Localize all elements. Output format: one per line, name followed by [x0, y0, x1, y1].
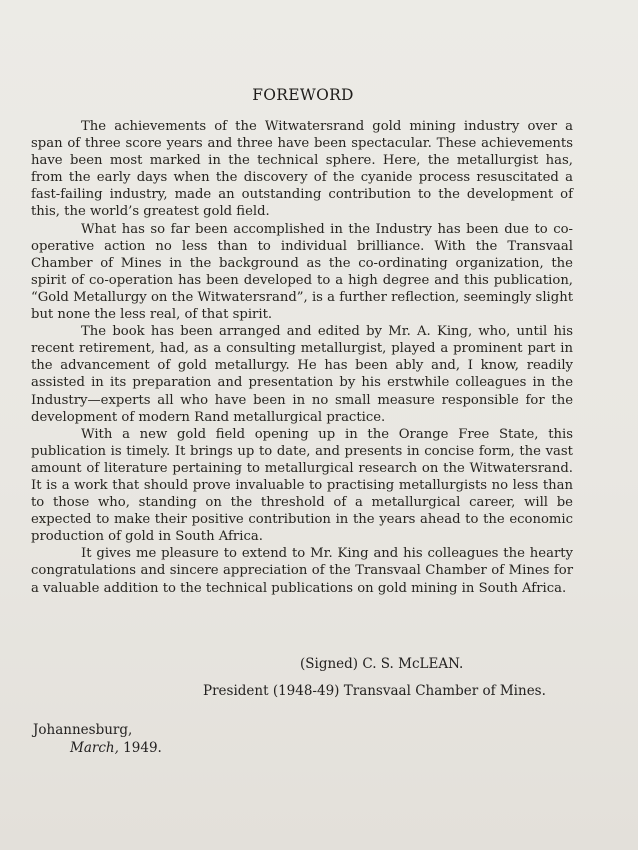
paragraph-achievements: The achievements of the Witwatersrand gold mining industry over a span of three score years and three have been spectacular. These achievements have been most marked in the technical sphere. Here, the metallurgist has, from the early days when the discovery of the cyanide process resuscitated a fast-failing industry, made an outstanding contribution to the development of this, the world’s greatest gold field. — [31, 119, 573, 220]
date-year: 1949. — [123, 740, 162, 756]
foreword-body — [31, 118, 573, 597]
page-title: FOREWORD — [252, 86, 354, 104]
date-line — [70, 740, 162, 756]
date-month: March, — [70, 740, 119, 756]
place-line: Johannesburg, — [33, 722, 133, 738]
paragraph-congratulations: It gives me pleasure to extend to Mr. King and his colleagues the hearty congratulations and sincere appreciation of the Transvaal Chamber of Mines for a valuable addition to the technical publications on gold mining in South Africa. — [31, 546, 573, 596]
signatory-title: President (1948-49) Transvaal Chamber of Mines. — [203, 683, 546, 699]
paragraph-co-operation: What has so far been accomplished in the Industry has been due to co-operative action no less than to individual brilliance. With the Transvaal Chamber of Mines in the background as the co-ordinating organization, the spirit of co-operation has been developed to a high degree and this publication, “Gold Metallurgy on the Witwatersrand”, is a further reflection, seemingly slight but none the less real, of that spirit. — [31, 221, 573, 323]
signature-line: (Signed) C. S. McLEAN. — [300, 656, 464, 672]
paragraph-orange-free-state: With a new gold field opening up in the Orange Free State, this publication is timely. It brings up to date, and presents in concise form, the vast amount of literature pertaining to metallurgical research on the Witwatersrand. It is a work that should prove invaluable to practising metallurgists no less than to those who, standing on the threshold of a metallurgical career, will be expected to make their positive contribution in the years ahead to the economic production of gold in South Africa. — [31, 426, 573, 545]
paragraph-book-editor: The book has been arranged and edited by Mr. A. King, who, until his recent retirement, had, as a consulting metallurgist, played a prominent part in the advancement of gold metallurgy. He has been ably and, I know, readily assisted in its preparation and presentation by his erstwhile colleagues in the Industry—experts all who have been in no small measure responsible for the development of modern Rand metallurgical practice. — [31, 324, 573, 425]
